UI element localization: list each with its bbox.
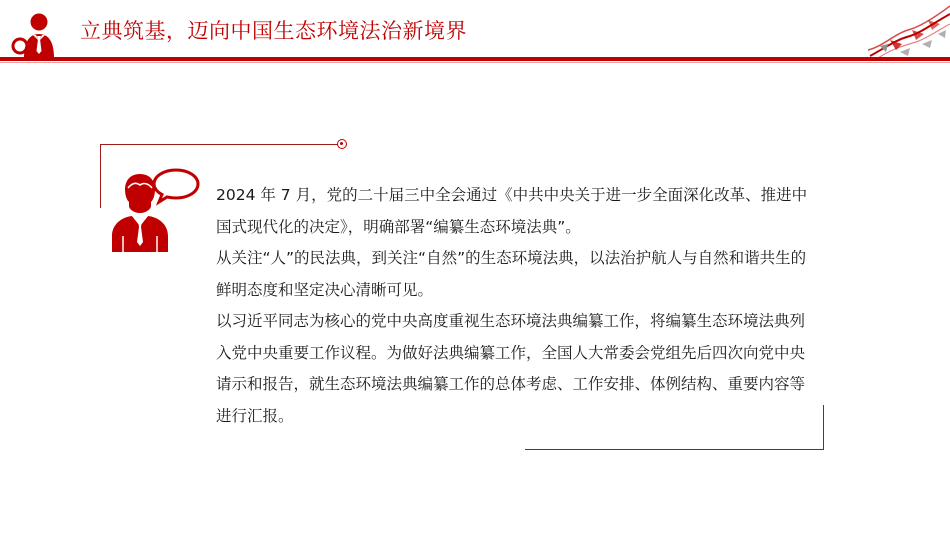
body-text [216,180,816,432]
header-divider [0,57,950,61]
person-search-icon [6,8,68,60]
ribbon-decoration [850,0,950,62]
person-speech-icon [110,166,205,252]
paragraph-1: 2024 年 7 月，党的二十届三中全会通过《中共中央关于进一步全面深化改革、推进中国式现代化的决定》，明确部署“编纂生态环境法典”。 [216,186,808,236]
frame-bottom-line [525,449,824,450]
frame-left-line [100,144,101,208]
frame-right-line [823,405,824,450]
frame-dot [337,139,347,149]
header-divider-thin [0,62,950,63]
page-title: 立典筑基，迈向中国生态环境法治新境界 [80,19,467,43]
paragraph-3: 以习近平同志为核心的党中央高度重视生态环境法典编纂工作，将编纂生态环境法典列入党中央重要工作议程。为做好法典编纂工作，全国人大常委会党组先后四次向党中央请示和报告，就生态环境法典编纂工作的总体考虑、工作安排、体例结构、重要内容等进行汇报。 [216,312,806,425]
paragraph-2: 从关注“人”的民法典，到关注“自然”的生态环境法典，以法治护航人与自然和谐共生的鲜明态度和坚定决心清晰可见。 [216,249,807,299]
frame-top-line [100,144,340,145]
